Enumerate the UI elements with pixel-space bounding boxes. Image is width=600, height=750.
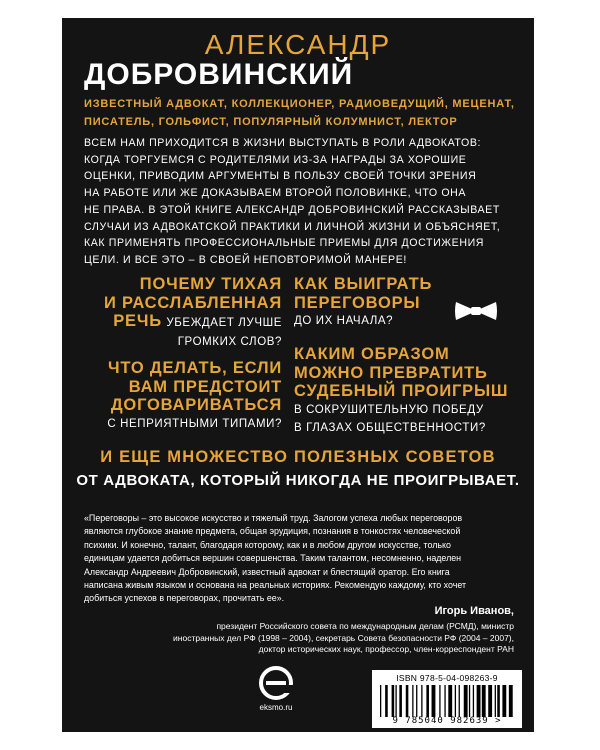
barcode-panel bbox=[372, 670, 522, 728]
more-tips-heading: И ЕЩЕ МНОЖЕСТВО ПОЛЕЗНЫХ СОВЕТОВ bbox=[100, 448, 496, 466]
quote-line: добиться успехов в переговорах, прочитать ее». bbox=[84, 593, 285, 604]
question-heading: ДОГОВАРИВАТЬСЯ bbox=[110, 396, 282, 414]
question-heading: ВАМ ПРЕДСТОИТ bbox=[128, 377, 282, 396]
barcode-icon bbox=[380, 685, 514, 717]
quote-line: психики. И конечно, талант, благодаря которому, как и в любом другом искусстве, только bbox=[84, 539, 451, 550]
question-text: ГРОМКИХ СЛОВ? bbox=[177, 335, 282, 348]
question-heading: СУДЕБНЫЙ ПРОИГРЫШ bbox=[294, 382, 509, 400]
bowtie-icon bbox=[454, 300, 498, 322]
quote-line: написана живым языком и основана на реальных историях. Рекомендую каждому, кто хочет bbox=[84, 580, 467, 591]
blurb-line: ЦЕЛИ. И ВСЕ ЭТО – В СВОЕЙ НЕПОВТОРИМОЙ МАНЕРЕ! bbox=[84, 253, 407, 266]
blurb-line: НЕ ПРАВА. В ЭТОЙ КНИГЕ АЛЕКСАНДР ДОБРОВИНСКИЙ РАССКАЗЫВАЕТ bbox=[84, 203, 500, 216]
quote-line: «Переговоры – это высокое искусство и тяжелый труд. Залогом успеха любых переговоров bbox=[84, 513, 463, 523]
question-text: УБЕЖДАЕТ ЛУЧШЕ bbox=[166, 317, 282, 329]
more-tips-subheading: ОТ АДВОКАТА, КОТОРЫЙ НИКОГДА НЕ ПРОИГРЫВАЕТ. bbox=[76, 472, 520, 489]
question-heading: ПЕРЕГОВОРЫ bbox=[294, 293, 421, 312]
isbn-text: ISBN 978-5-04-098263-9 bbox=[396, 673, 498, 683]
endorser-name: Игорь Иванов, bbox=[434, 605, 514, 617]
endorser-description-line: доктор исторических наук, профессор, член-корреспондент РАН bbox=[258, 644, 514, 654]
blurb-line: КОГДА ТОРГУЕМСЯ С РОДИТЕЛЯМИ ИЗ-ЗА НАГРАДЫ ЗА ХОРОШИЕ bbox=[84, 153, 467, 166]
question-text: В ГЛАЗАХ ОБЩЕСТВЕННОСТИ? bbox=[294, 422, 486, 434]
author-first-name: АЛЕКСАНДР bbox=[204, 29, 392, 60]
endorser-description-line: президент Российского совета по международным делам (РСМД), министр bbox=[216, 621, 514, 631]
endorser-description-line: иностранных дел РФ (1998 – 2004), секретарь Совета безопасности РФ (2004 – 2007), bbox=[173, 632, 514, 643]
question-unpleasant-people bbox=[82, 359, 282, 433]
question-text: В СОКРУШИТЕЛЬНУЮ ПОБЕДУ bbox=[294, 403, 484, 416]
question-heading: ЧТО ДЕЛАТЬ, ЕСЛИ bbox=[108, 359, 282, 377]
author-roles-line: ИЗВЕСТНЫЙ АДВОКАТ, КОЛЛЕКЦИОНЕР, РАДИОВЕДУЩИЙ, МЕЦЕНАТ, bbox=[84, 98, 515, 110]
question-mixed-row bbox=[82, 312, 282, 333]
question-heading: КАКИМ ОБРАЗОМ bbox=[294, 345, 450, 363]
blurb-line: ВСЕМ НАМ ПРИХОДИТСЯ В ЖИЗНИ ВЫСТУПАТЬ В РОЛИ АДВОКАТОВ: bbox=[84, 137, 482, 149]
quote-line: являются глубокое знание предмета, общая эрудиция, познания в тонкостях человеческой bbox=[84, 526, 461, 537]
question-heading: КАК ВЫИГРАТЬ bbox=[294, 275, 433, 293]
author-roles bbox=[84, 95, 524, 131]
question-court-loss bbox=[294, 345, 509, 438]
quote-line: Александр Андреевич Добровинский, известный адвокат и блестящий оратор. Его книга bbox=[84, 566, 450, 577]
author-last-name: ДОБРОВИНСКИЙ bbox=[84, 58, 354, 91]
question-heading: МОЖНО ПРЕВРАТИТЬ bbox=[294, 363, 488, 382]
question-text: С НЕПРИЯТНЫМИ ТИПАМИ? bbox=[107, 417, 282, 430]
endorser-description bbox=[74, 621, 514, 656]
book-blurb bbox=[84, 135, 524, 269]
question-heading: РЕЧЬ bbox=[113, 312, 162, 330]
barcode-digits: 9 785040 982639 > bbox=[392, 716, 502, 726]
blurb-line: НА РАБОТЕ ИЛИ ЖЕ ДОКАЗЫВАЕМ ВТОРОЙ ПОЛОВИНКЕ, ЧТО ОНА bbox=[84, 187, 467, 200]
endorsement-quote bbox=[84, 512, 524, 606]
eksmo-logo-icon bbox=[259, 666, 293, 700]
author-roles-line: ПИСАТЕЛЬ, ГОЛЬФИСТ, ПОПУЛЯРНЫЙ КОЛУМНИСТ, ЛЕКТОР bbox=[84, 116, 458, 128]
blurb-line: СЛУЧАИ ИЗ АДВОКАТСКОЙ ПРАКТИКИ И ЛИЧНОЙ ЖИЗНИ И ОБЪЯСНЯЕТ, bbox=[84, 220, 501, 233]
blurb-line: ОЦЕНКИ, ПРИВОДИМ АРГУМЕНТЫ В ПОЛЬЗУ СВОЕЙ ТОЧКИ ЗРЕНИЯ bbox=[84, 170, 477, 183]
question-heading: ПОЧЕМУ ТИХАЯ bbox=[139, 275, 282, 293]
book-back-cover bbox=[62, 18, 534, 732]
question-quiet-speech bbox=[82, 275, 282, 351]
question-text: ДО ИХ НАЧАЛА? bbox=[294, 315, 394, 327]
publisher-site: eksmo.ru bbox=[259, 703, 293, 712]
question-heading: И РАССЛАБЛЕННАЯ bbox=[103, 293, 282, 312]
blurb-line: КАК ПРИМЕНЯТЬ ПРОФЕССИОНАЛЬНЫЕ ПРИЕМЫ ДЛЯ ДОСТИЖЕНИЯ bbox=[84, 237, 485, 250]
quote-line: единицам удается добиться вершин совершенства. Таким талантом, несомненно, наделен bbox=[84, 553, 462, 564]
